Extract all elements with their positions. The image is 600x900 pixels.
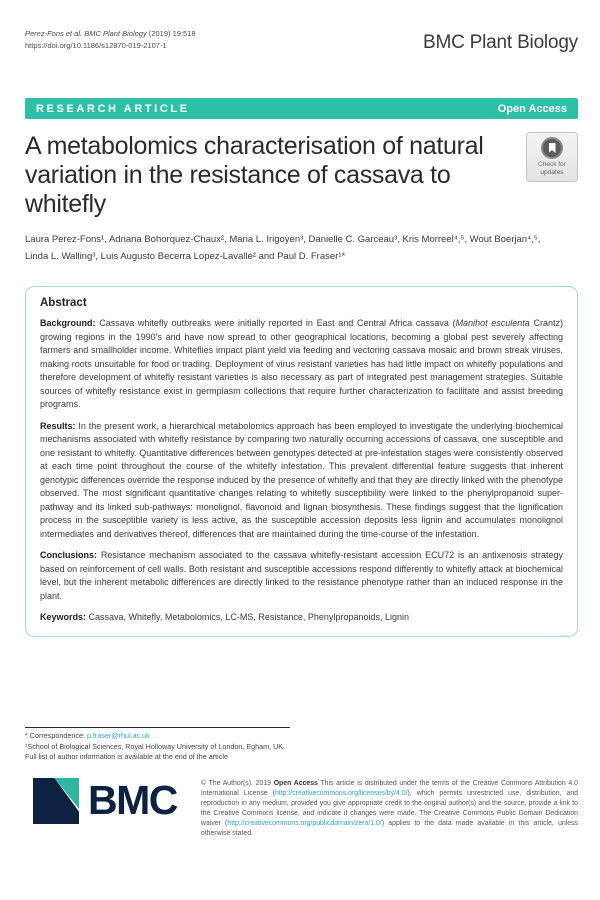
bookmark-icon (541, 137, 563, 159)
citation-block (25, 28, 196, 51)
doi-link[interactable]: https://doi.org/10.1186/s12870-019-2107-1 (25, 40, 167, 50)
article-type-banner (25, 98, 578, 119)
title-row (25, 132, 578, 219)
copyright-prefix: © The Author(s). 2019 (200, 780, 274, 788)
footnote-divider (25, 727, 290, 728)
copyright-text-3: ) applies to the data made available in this article, unless otherwise stated. (200, 820, 579, 838)
abstract-results (40, 420, 563, 542)
waiver-link[interactable]: http://creativecommons.org/publicdomain/zero/1.0/ (227, 820, 382, 828)
author-list: Laura Perez-Fons¹, Adriana Bohorquez-Chaux², Maria L. Irigoyen³, Danielle C. Garceau³, Kris Morreel⁴,⁵, Wout Boerjan⁴,⁵, Linda L. Walling³, Luis Augusto Becerra Lopez-Lavalle² and Paul D. Fraser¹* (25, 234, 541, 262)
background-text-post: Crantz) growing regions in the 1990's and have now spread to other geographical locations, becoming a global pest severely affecting farmers and smallholder income. Whiteflies impact plant yield via feeding and vectoring cassava mosaic and brown streak viruses, making roots unsuitable for food or trading. Deployment of virus resistant varieties has had little impact on whitefly populations and therefore development of whitefly resistant varieties is also necessary as part of integrated pest management strategies. Suitable sources of whitefly resistance exist in germplasm collections that require further characterization to facilitate and assist breeding programs. (40, 318, 563, 410)
background-text-pre: Cassava whitefly outbreaks were initially reported in East and Central Africa cassava ( (95, 318, 456, 329)
abstract-box (25, 286, 578, 637)
results-text: In the present work, a hierarchical metabolomics approach has been employed to investigate the underlying biochemical mechanisms associated with whitefly resistance by comparing two naturally occurring accessions of cassava, one susceptible and one resistant to whitefly. Quantitative differences between genotypes detected at pre-infestation stages were consistently observed at each time point throughout the course of the whitefly infestation. This prevalent differential feature suggests that inherent genotypic differences override the response induced by the presence of whitefly and that they are directly linked with the phenotype observed. The most significant quantitative changes relating to whitefly susceptibility were linked to the phenylpropanoid super-pathway and its linked sub-pathways: monolignol, flavonoid and lignan biosynthesis. These findings suggest that the lignification process in the susceptible variety is less active, as the susceptible accession deposits less lignin and accumulates monolignol intermediates and derivatives thereof, differences that are maintained during the time-course of the infestation. (40, 420, 563, 539)
correspondence-label: * Correspondence: (25, 730, 87, 740)
check-for-updates-button[interactable] (526, 132, 578, 182)
open-access-label: Open Access (497, 102, 567, 115)
research-article-label: RESEARCH ARTICLE (36, 102, 190, 115)
bmc-logo (25, 777, 177, 824)
affiliation-line: ¹School of Biological Sciences, Royal Holloway University of London, Egham, UK. (25, 741, 286, 751)
conclusions-text: Resistance mechanism associated to the cassava whitefly-resistant accession ECU72 is an antixenosis strategy based on reinforcement of cell walls. Both resistant and susceptible accessions respond differently to whitefly attack at biochemical level, but the inherent metabolic differences are directly linked to the resistance phenotype rather than an induced response in the plant. (40, 550, 563, 601)
footnote-block (25, 727, 300, 763)
check-updates-text-2: updates (540, 169, 564, 177)
keywords-label: Keywords: (40, 612, 87, 623)
citation-year: (2019) 19:518 (146, 29, 196, 38)
abstract-conclusions (40, 549, 563, 603)
article-title: A metabolomics characterisation of natural variation in the resistance of cassava to whitefly (25, 132, 484, 218)
correspondence-line (25, 731, 300, 742)
page-header (25, 28, 578, 54)
copyright-text-1: This article is distributed under the terms of the Creative Commons Attribution 4.0 International License ( (200, 780, 578, 798)
check-updates-text-1: Check for (538, 161, 566, 168)
bmc-logo-icon (33, 778, 79, 824)
page-footer (25, 777, 578, 839)
keywords-text: Cassava, Whitefly, Metabolomics, LC-MS, Resistance, Phenylpropanoids, Lignin (86, 612, 409, 623)
correspondence-email-link[interactable]: p.fraser@rhul.ac.uk (86, 730, 150, 740)
open-access-bold: Open Access (273, 780, 318, 788)
background-label: Background: (40, 318, 96, 329)
journal-title: BMC Plant Biology (422, 32, 578, 53)
bmc-logo-text: BMC (88, 777, 177, 824)
abstract-keywords (40, 611, 563, 625)
full-list-note: Full list of author information is available at the end of the article (25, 752, 228, 762)
license-link[interactable]: http://creativecommons.org/licenses/by/4.0/ (274, 790, 408, 798)
license-text (201, 779, 578, 839)
citation-text: Perez-Fons et al. BMC Plant Biology (25, 29, 147, 38)
conclusions-label: Conclusions: (40, 550, 98, 561)
copyright-text-2: ), which permits unrestricted use, distribution, and reproduction in any medium, provided you give appropriate credit to the original author(s) and the source, provide a link to the Creative Commons license, and indicate if changes were made. The Creative Commons Public Domain Dedication waiver ( (200, 790, 578, 828)
species-name: Manihot esculenta (455, 318, 530, 329)
abstract-heading: Abstract (40, 297, 87, 310)
results-label: Results: (40, 420, 76, 431)
abstract-background (40, 317, 563, 412)
